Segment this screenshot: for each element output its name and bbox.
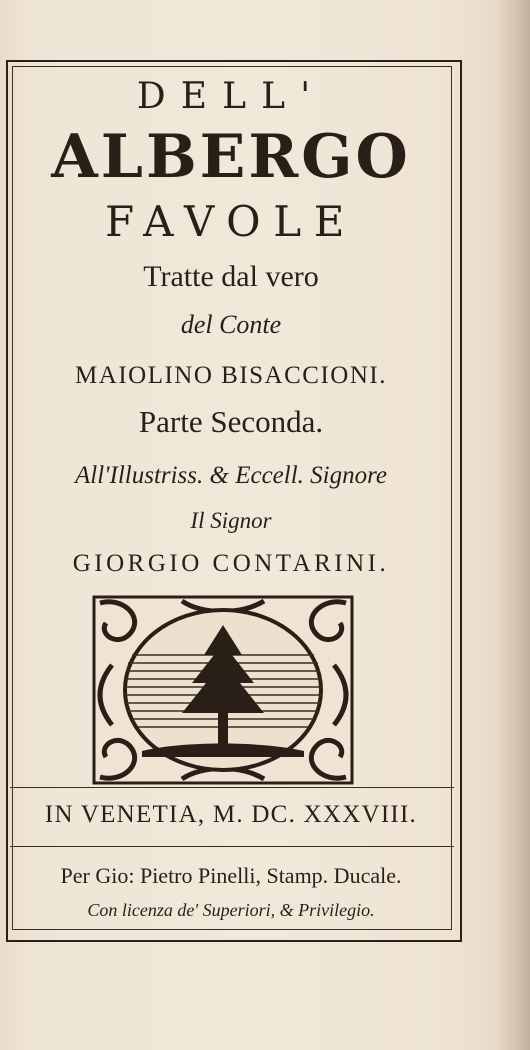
- subtitle-tratte: Tratte dal vero: [143, 260, 319, 293]
- title-line-albergo: ALBERGO: [51, 122, 411, 192]
- rule-above-imprint: [10, 787, 454, 788]
- author-name: MAIOLINO BISACCIONI.: [75, 362, 387, 389]
- printer-device-tree-icon: [92, 595, 354, 785]
- rule-above-printer: [10, 846, 454, 847]
- page-edge-shadow: [496, 0, 530, 1050]
- title-line-dell: DELL': [136, 76, 326, 117]
- dedication-line: All'Illustriss. & Eccell. Signore: [74, 462, 388, 489]
- title-line-favole: FAVOLE: [105, 197, 357, 246]
- printer-line: Per Gio: Pietro Pinelli, Stamp. Ducale.: [60, 863, 402, 888]
- imprint-place-date: IN VENETIA, M. DC. XXXVIII.: [44, 801, 418, 828]
- subtitle-conte: del Conte: [180, 310, 282, 339]
- dedication-signor: Il Signor: [190, 508, 272, 533]
- dedicatee-name: GIORGIO CONTARINI.: [72, 550, 390, 577]
- license-line: Con licenza de' Superiori, & Privilegio.: [87, 900, 375, 920]
- part-label: Parte Seconda.: [138, 404, 324, 439]
